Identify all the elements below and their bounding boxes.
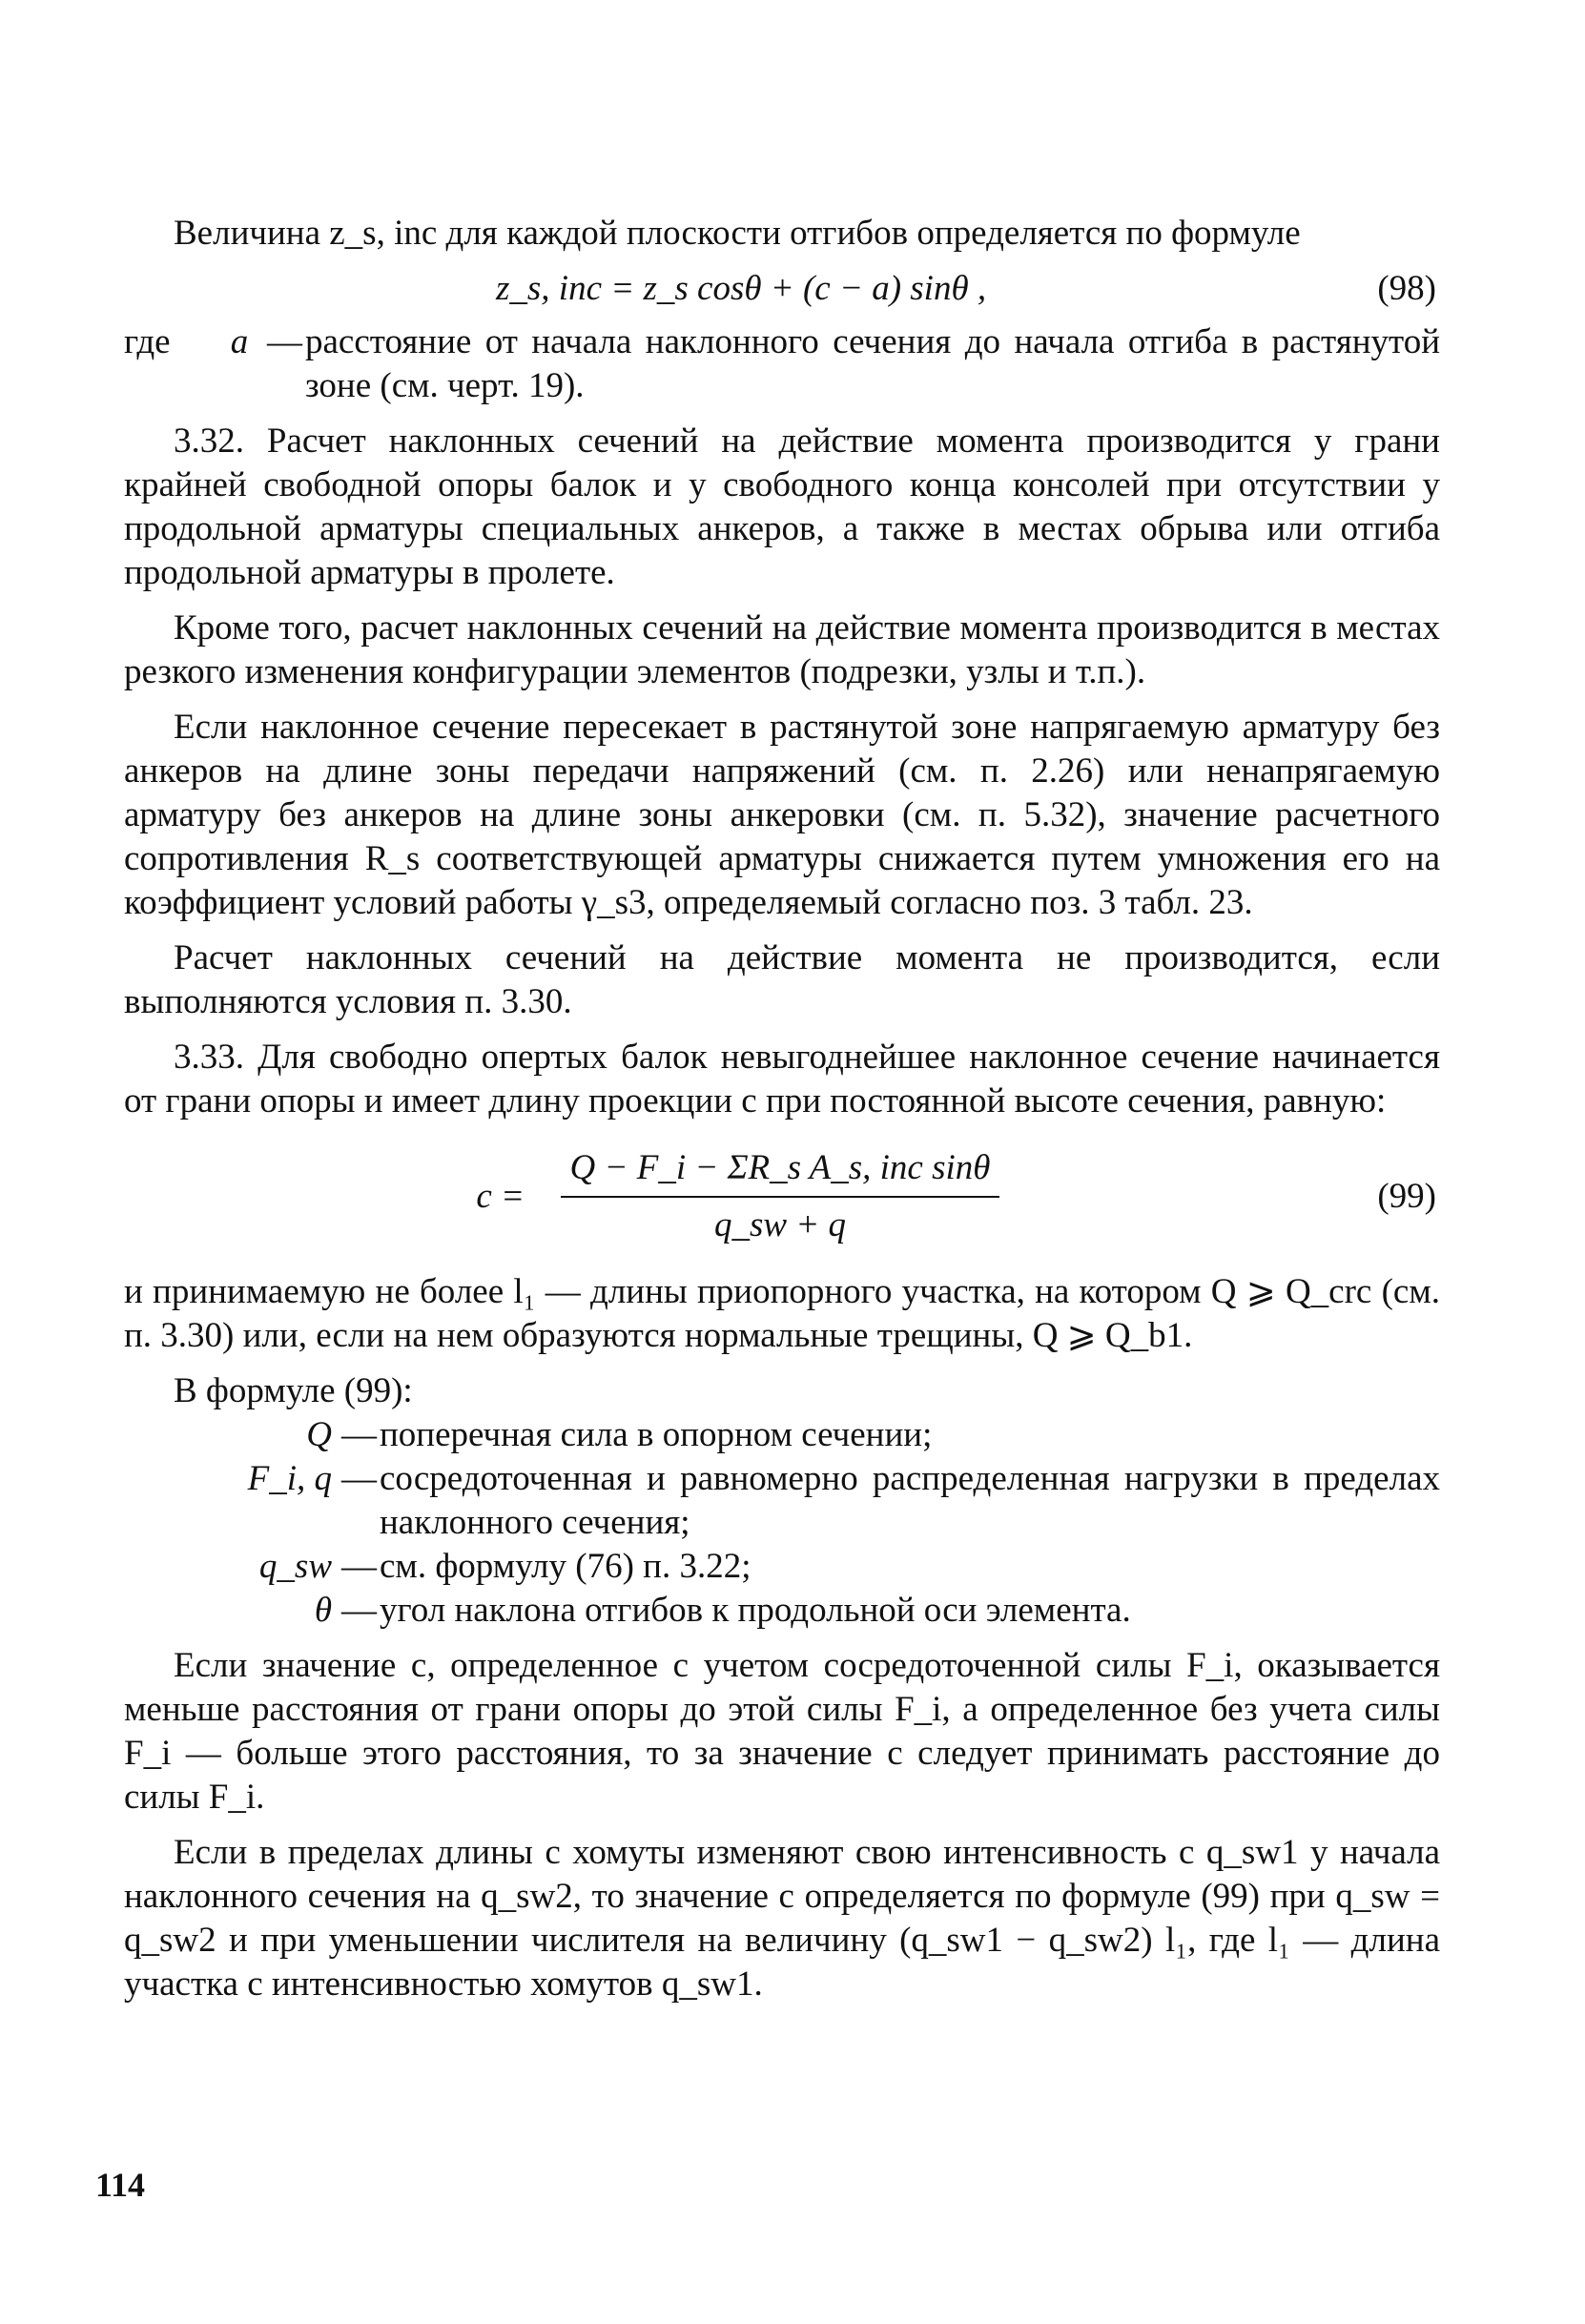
formula-99 (124, 1141, 1440, 1253)
paragraph-3-33: 3.33. Для свободно опертых балок невыгоднейшее наклонное сечение начинается от грани опоры и имеет длину проекции c при постоянной высоте сечения, равную: (124, 1038, 1440, 1121)
paragraph-force-fi: Если значение c, определенное с учетом сосредоточенной силы F_i, оказывается меньше расстояния от грани опоры до этой силы F_i, а определенное без учета силы F_i — больше этого расстояния, то за значение c следует принимать расстояние до силы F_i. (124, 1646, 1440, 1817)
formula-99-number: (99) (1377, 1177, 1436, 1216)
definition-text: сосредоточенная и равномерно распределенная нагрузки в пределах наклонного сечения; (380, 1459, 1440, 1542)
where-dash: — (267, 322, 302, 361)
definition-text: поперечная сила в опорном сечении; (380, 1415, 933, 1454)
definition-row (124, 1413, 1440, 1457)
paragraph-3-33-b: и принимаемую не более l₁ — длины приопорного участка, на котором Q ⩾ Q_crc (см. п. 3.30) или, если на нем образуются нормальные трещины, Q ⩾ Q_b1. (124, 1272, 1440, 1355)
definition-symbol: F_i, q (247, 1459, 332, 1498)
definition-row (124, 1545, 1440, 1589)
definition-symbol: Q (306, 1415, 332, 1454)
formula-99-lhs: c = (476, 1177, 525, 1216)
where-word: где (124, 322, 171, 361)
definition-dash: — (341, 1591, 377, 1630)
definition-dash: — (341, 1547, 377, 1586)
definition-symbol: q_sw (258, 1547, 332, 1586)
definition-row (124, 1589, 1440, 1633)
paragraph-formula-99-intro: В формуле (99): (174, 1371, 413, 1410)
paragraph-stirrups: Если в пределах длины c хомуты изменяют свою интенсивность с q_sw1 у начала наклонного сечения на q_sw2, то значение c определяется по формуле (99) при q_sw = q_sw2 и при уменьшении числителя на величину (q_sw1 − q_sw2) l₁, где l₁ — длина участка с интенсивностью хомутов q_sw1. (124, 1833, 1440, 2004)
definitions-list (124, 1413, 1440, 1633)
formula-99-fraction (542, 1146, 1019, 1247)
definition-symbol: θ (314, 1591, 332, 1630)
where-text: расстояние от начала наклонного сечения до начала отгиба в растянутой зоне (см. черт. 19). (305, 322, 1440, 405)
formula-98-expression: z_s, inc = z_s cosθ + (c − a) sinθ , (496, 269, 987, 308)
page-number: 114 (95, 2166, 146, 2204)
paragraph-3-32-c: Если наклонное сечение пересекает в растянутой зоне напрягаемую арматуру без анкеров на длине зоны передачи напряжений (см. п. 2.26) или ненапрягаемую арматуру без анкеров на длине зоны анкеровки (см. п. 5.32), значение расчетного сопротивления R_s соответствующей арматуры снижается путем умножения его на коэффициент условий работы γ_s3, определяемый согласно поз. 3 табл. 23. (124, 708, 1440, 922)
formula-99-numerator: Q − F_i − ΣR_s A_s, inc sinθ (561, 1146, 1000, 1198)
paragraph-3-32-d: Расчет наклонных сечений на действие момента не производится, если выполняются условия п. 3.30. (124, 938, 1440, 1021)
definition-text: см. формулу (76) п. 3.22; (380, 1547, 751, 1586)
paragraph-zs-inc: Величина z_s, inc для каждой плоскости отгибов определяется по формуле (174, 214, 1301, 253)
formula-98-number: (98) (1377, 269, 1436, 308)
formula-99-denominator: q_sw + q (713, 1205, 847, 1244)
definition-text: угол наклона отгибов к продольной оси элемента. (380, 1591, 1131, 1630)
where-symbol: a (230, 322, 249, 361)
paragraph-3-32-b: Кроме того, расчет наклонных сечений на действие момента производится в местах резкого изменения конфигурации элементов (подрезки, узлы и т.п.). (124, 608, 1440, 691)
paragraph-3-32: 3.32. Расчет наклонных сечений на действие момента производится у грани крайней свободной опоры балок и у свободного конца консолей при отсутствии у продольной арматуры специальных анкеров, а также в местах обрыва или отгиба продольной арматуры в пролете. (124, 422, 1440, 592)
where-clause (124, 320, 1440, 408)
definition-row (124, 1457, 1440, 1545)
page-content (124, 212, 1440, 2018)
definition-dash: — (341, 1415, 377, 1454)
definition-dash: — (341, 1459, 377, 1498)
formula-98 (124, 267, 1440, 311)
